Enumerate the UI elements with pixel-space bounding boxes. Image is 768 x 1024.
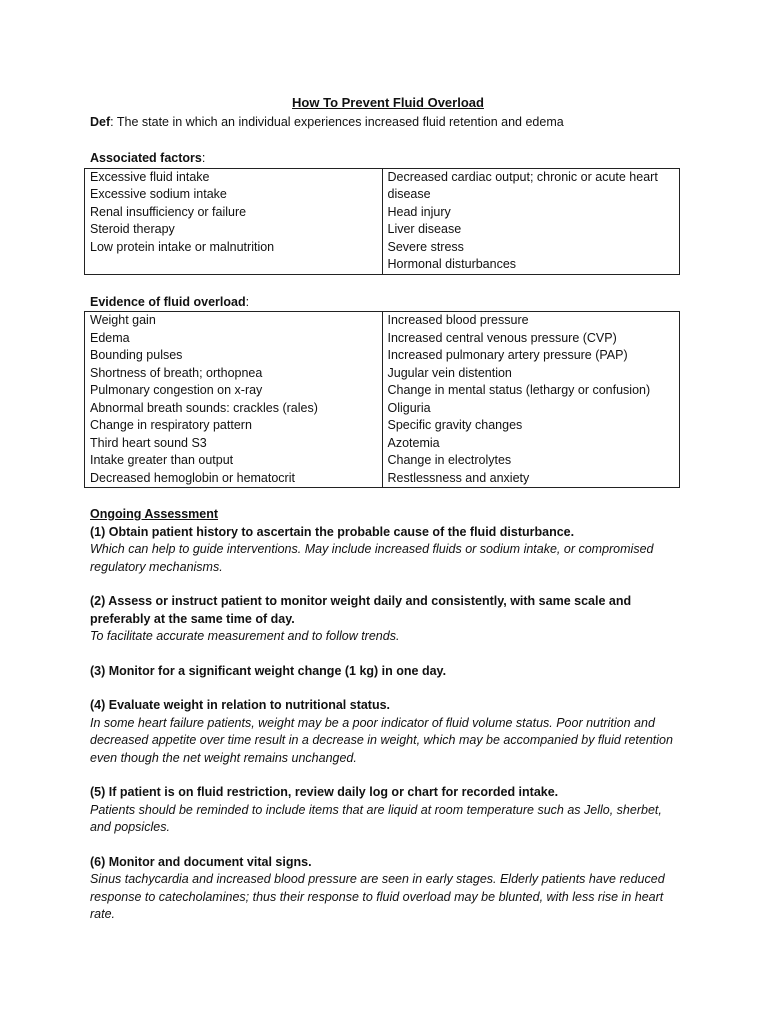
- table-cell-line: Severe stress: [387, 239, 464, 254]
- associated-left-column: [85, 168, 383, 274]
- associated-right-column: [382, 168, 680, 274]
- table-cell-line: Weight gain: [90, 313, 156, 327]
- table-cell-line: Low protein intake or malnutrition: [90, 239, 275, 254]
- assessment-rationale: Which can help to guide interventions. May include increased fluids or sodium intake, or compromised regulatory mechanisms.: [90, 542, 654, 574]
- assessment-item: [90, 784, 686, 837]
- assessment-item: [90, 854, 686, 924]
- table-cell-line: Restlessness and anxiety: [387, 470, 530, 485]
- document-title: How To Prevent Fluid Overload: [292, 95, 484, 110]
- table-cell-line: Change in respiratory pattern: [90, 418, 252, 432]
- table-cell-line: Third heart sound S3: [90, 435, 207, 450]
- table-cell-line: Liver disease: [387, 222, 462, 236]
- table-cell-line: Shortness of breath; orthopnea: [90, 365, 263, 380]
- table-cell-line: disease: [387, 187, 431, 201]
- assessment-item: [90, 524, 686, 577]
- assessment-item: [90, 663, 686, 681]
- associated-factors-label: Associated factors:: [90, 151, 206, 165]
- associated-factors-table: [84, 168, 680, 275]
- evidence-left-column: [85, 312, 383, 488]
- table-cell-line: Jugular vein distention: [387, 365, 512, 380]
- table-cell-line: Edema: [90, 330, 130, 345]
- evidence-table: [84, 311, 680, 488]
- assessment-step: (6) Monitor and document vital signs.: [90, 854, 312, 869]
- assessment-step: (5) If patient is on fluid restriction, review daily log or chart for recorded intake.: [90, 785, 559, 799]
- table-cell-line: Intake greater than output: [90, 453, 234, 467]
- table-cell-line: Bounding pulses: [90, 348, 183, 362]
- table-cell-line: Azotemia: [387, 435, 440, 450]
- table-cell-line: Specific gravity changes: [387, 418, 523, 432]
- table-cell-line: Pulmonary congestion on x-ray: [90, 383, 263, 397]
- ongoing-assessment-heading: Ongoing Assessment: [90, 507, 219, 521]
- table-cell-line: Excessive fluid intake: [90, 169, 210, 184]
- document-page: [90, 94, 686, 924]
- assessment-rationale: Patients should be reminded to include items that are liquid at room temperature such as Jello, sherbet, and popsicles.: [90, 802, 662, 834]
- table-cell-line: Steroid therapy: [90, 222, 175, 236]
- assessment-item: [90, 593, 686, 646]
- definition-label: Def: [90, 114, 111, 129]
- assessment-step: (3) Monitor for a significant weight change (1 kg) in one day.: [90, 663, 447, 678]
- table-cell-line: Change in mental status (lethargy or confusion): [387, 383, 651, 397]
- table-cell-line: Abnormal breath sounds: crackles (rales): [90, 400, 318, 415]
- table-cell-line: Head injury: [387, 204, 451, 219]
- evidence-right-column: [382, 312, 680, 488]
- table-cell-line: Hormonal disturbances: [387, 257, 517, 271]
- table-cell-line: Decreased cardiac output; chronic or acute heart: [387, 169, 658, 184]
- assessment-rationale: To facilitate accurate measurement and to follow trends.: [90, 629, 400, 643]
- assessment-step: (4) Evaluate weight in relation to nutritional status.: [90, 698, 391, 712]
- table-cell-line: Increased central venous pressure (CVP): [387, 330, 617, 345]
- assessment-rationale: Sinus tachycardia and increased blood pressure are seen in early stages. Elderly patients have reduced response to catecholamines; thus their response to fluid overload may be blunted, with less rise in heart rate.: [90, 872, 665, 921]
- assessment-rationale: In some heart failure patients, weight may be a poor indicator of fluid volume status. Poor nutrition and decreased appetite over time result in a decrease in weight, which may be accompanied by fluid retention even though the net weight remains unchanged.: [90, 715, 673, 765]
- table-cell-line: Excessive sodium intake: [90, 187, 227, 201]
- evidence-label: Evidence of fluid overload:: [90, 294, 250, 309]
- definition: [90, 114, 686, 132]
- assessment-item: [90, 697, 686, 767]
- table-cell-line: Change in electrolytes: [387, 453, 512, 467]
- assessment-step: (2) Assess or instruct patient to monitor weight daily and consistently, with same scale and preferably at the same time of day.: [90, 594, 632, 626]
- table-cell-line: Oliguria: [387, 400, 431, 415]
- table-cell-line: Increased pulmonary artery pressure (PAP): [387, 348, 628, 362]
- table-cell-line: Increased blood pressure: [387, 313, 529, 327]
- table-cell-line: Decreased hemoglobin or hematocrit: [90, 470, 295, 485]
- definition-text: : The state in which an individual experiences increased fluid retention and edema: [110, 114, 564, 129]
- table-cell-line: Renal insufficiency or failure: [90, 204, 247, 219]
- assessment-step: (1) Obtain patient history to ascertain the probable cause of the fluid disturbance.: [90, 524, 575, 539]
